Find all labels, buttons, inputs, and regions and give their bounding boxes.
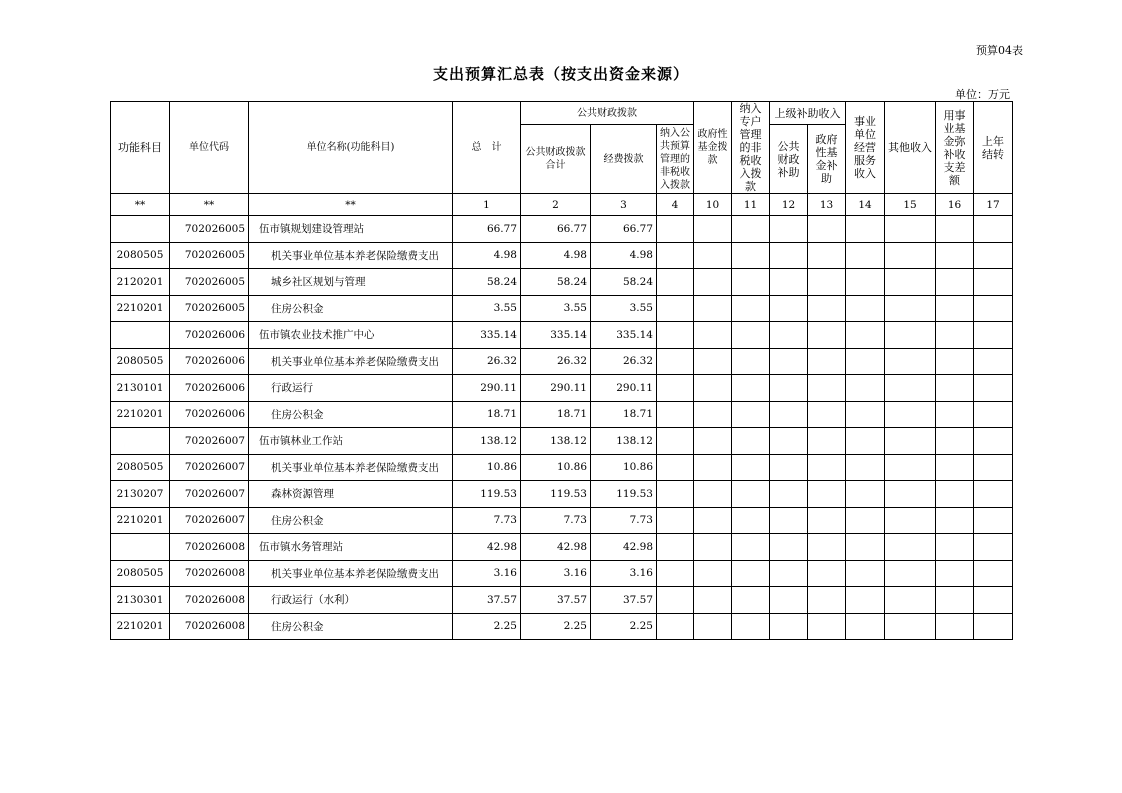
empty-cell [694, 507, 732, 534]
func-code-cell: 2130101 [111, 375, 170, 402]
empty-cell [694, 375, 732, 402]
empty-cell [974, 295, 1013, 322]
empty-cell [846, 481, 885, 508]
empty-cell [694, 401, 732, 428]
empty-cell [694, 587, 732, 614]
empty-cell [657, 295, 694, 322]
empty-cell [732, 560, 770, 587]
total-cell: 4.98 [453, 242, 521, 269]
empty-cell [770, 322, 808, 349]
header-funding: 经费拨款 [591, 125, 657, 194]
funding-cell: 10.86 [591, 454, 657, 481]
empty-cell [974, 587, 1013, 614]
func-code-cell: 2210201 [111, 295, 170, 322]
empty-cell [936, 216, 974, 243]
unit-code-cell: 702026006 [170, 401, 249, 428]
empty-cell [732, 322, 770, 349]
name-cell: 机关事业单位基本养老保险缴费支出 [249, 348, 453, 375]
empty-cell [770, 560, 808, 587]
header-fund-balance: 用事业基金弥补收支差额 [936, 102, 974, 194]
empty-cell [808, 322, 846, 349]
public-fin-sum-cell: 138.12 [521, 428, 591, 455]
empty-cell [732, 507, 770, 534]
func-code-cell [111, 534, 170, 561]
empty-cell [885, 348, 936, 375]
empty-cell [770, 216, 808, 243]
empty-cell [936, 560, 974, 587]
empty-cell [808, 242, 846, 269]
empty-cell [694, 560, 732, 587]
empty-cell [885, 507, 936, 534]
header-func: 功能科目 [111, 102, 170, 194]
column-index-cell: 15 [885, 194, 936, 216]
empty-cell [885, 428, 936, 455]
funding-cell: 18.71 [591, 401, 657, 428]
empty-cell [770, 454, 808, 481]
header-total: 总 计 [453, 102, 521, 194]
empty-cell [936, 613, 974, 640]
funding-cell: 119.53 [591, 481, 657, 508]
empty-cell [694, 269, 732, 296]
table-row [111, 454, 1013, 481]
funding-cell: 290.11 [591, 375, 657, 402]
name-cell: 住房公积金 [249, 295, 453, 322]
header-public-fin: 公共财政拨款 [521, 102, 694, 125]
table-row [111, 269, 1013, 296]
empty-cell [657, 242, 694, 269]
unit-code-cell: 702026007 [170, 481, 249, 508]
empty-cell [974, 560, 1013, 587]
empty-cell [808, 613, 846, 640]
empty-cell [885, 401, 936, 428]
empty-cell [974, 375, 1013, 402]
column-index-cell: ** [111, 194, 170, 216]
empty-cell [936, 375, 974, 402]
total-cell: 58.24 [453, 269, 521, 296]
empty-cell [936, 348, 974, 375]
func-code-cell: 2080505 [111, 242, 170, 269]
table-row [111, 401, 1013, 428]
column-index-cell: 4 [657, 194, 694, 216]
empty-cell [732, 375, 770, 402]
empty-cell [885, 481, 936, 508]
unit-row [111, 322, 1013, 349]
public-fin-sum-cell: 3.16 [521, 560, 591, 587]
func-code-cell: 2210201 [111, 507, 170, 534]
empty-cell [770, 242, 808, 269]
column-index-cell: 17 [974, 194, 1013, 216]
empty-cell [657, 534, 694, 561]
empty-cell [974, 269, 1013, 296]
unit-code-cell: 702026006 [170, 322, 249, 349]
empty-cell [657, 481, 694, 508]
funding-cell: 3.16 [591, 560, 657, 587]
empty-cell [770, 375, 808, 402]
unit-code-cell: 702026005 [170, 295, 249, 322]
empty-cell [936, 534, 974, 561]
empty-cell [846, 216, 885, 243]
empty-cell [694, 481, 732, 508]
column-index-cell: 14 [846, 194, 885, 216]
column-index-cell: 1 [453, 194, 521, 216]
empty-cell [732, 269, 770, 296]
budget-table [110, 101, 1013, 640]
empty-cell [694, 322, 732, 349]
total-cell: 26.32 [453, 348, 521, 375]
empty-cell [974, 348, 1013, 375]
empty-cell [808, 560, 846, 587]
empty-cell [936, 295, 974, 322]
unit-code-cell: 702026006 [170, 375, 249, 402]
name-cell: 机关事业单位基本养老保险缴费支出 [249, 242, 453, 269]
name-cell: 住房公积金 [249, 507, 453, 534]
empty-cell [694, 295, 732, 322]
func-code-cell [111, 428, 170, 455]
empty-cell [974, 613, 1013, 640]
empty-cell [974, 481, 1013, 508]
empty-cell [732, 454, 770, 481]
public-fin-sum-cell: 66.77 [521, 216, 591, 243]
empty-cell [936, 322, 974, 349]
name-cell: 森林资源管理 [249, 481, 453, 508]
empty-cell [732, 481, 770, 508]
unit-code-cell: 702026008 [170, 587, 249, 614]
func-code-cell [111, 322, 170, 349]
table-row [111, 481, 1013, 508]
empty-cell [846, 587, 885, 614]
funding-cell: 66.77 [591, 216, 657, 243]
empty-cell [657, 269, 694, 296]
empty-cell [936, 587, 974, 614]
page-title: 支出预算汇总表（按支出资金来源） [432, 65, 689, 83]
table-body [111, 216, 1013, 640]
public-fin-sum-cell: 18.71 [521, 401, 591, 428]
public-fin-sum-cell: 290.11 [521, 375, 591, 402]
unit-code-cell: 702026008 [170, 560, 249, 587]
empty-cell [732, 428, 770, 455]
empty-cell [770, 401, 808, 428]
name-cell: 机关事业单位基本养老保险缴费支出 [249, 560, 453, 587]
empty-cell [846, 428, 885, 455]
unit-code-cell: 702026006 [170, 348, 249, 375]
table-row [111, 242, 1013, 269]
empty-cell [770, 481, 808, 508]
header-code: 单位代码 [170, 102, 249, 194]
funding-cell: 335.14 [591, 322, 657, 349]
empty-cell [770, 269, 808, 296]
public-fin-sum-cell: 7.73 [521, 507, 591, 534]
empty-cell [694, 454, 732, 481]
total-cell: 37.57 [453, 587, 521, 614]
header-special-nontax: 纳入专户管理的非税收入拨款 [732, 102, 770, 194]
total-cell: 18.71 [453, 401, 521, 428]
table-row [111, 587, 1013, 614]
funding-cell: 138.12 [591, 428, 657, 455]
public-fin-sum-cell: 42.98 [521, 534, 591, 561]
empty-cell [732, 613, 770, 640]
total-cell: 3.55 [453, 295, 521, 322]
empty-cell [974, 216, 1013, 243]
empty-cell [732, 348, 770, 375]
public-fin-sum-cell: 119.53 [521, 481, 591, 508]
column-index-row [111, 194, 1013, 216]
empty-cell [885, 295, 936, 322]
public-fin-sum-cell: 335.14 [521, 322, 591, 349]
column-index-cell: 16 [936, 194, 974, 216]
empty-cell [657, 507, 694, 534]
column-index-cell: ** [170, 194, 249, 216]
header-sup-public: 公共财政补助 [770, 125, 808, 194]
empty-cell [770, 295, 808, 322]
name-cell: 伍市镇水务管理站 [249, 534, 453, 561]
public-fin-sum-cell: 10.86 [521, 454, 591, 481]
empty-cell [808, 454, 846, 481]
column-index-cell: 13 [808, 194, 846, 216]
empty-cell [846, 507, 885, 534]
total-cell: 7.73 [453, 507, 521, 534]
column-index-cell: 2 [521, 194, 591, 216]
total-cell: 138.12 [453, 428, 521, 455]
table-row [111, 613, 1013, 640]
empty-cell [974, 401, 1013, 428]
empty-cell [936, 481, 974, 508]
empty-cell [808, 375, 846, 402]
funding-cell: 3.55 [591, 295, 657, 322]
name-cell: 行政运行 [249, 375, 453, 402]
column-index-cell: 11 [732, 194, 770, 216]
empty-cell [657, 428, 694, 455]
empty-cell [974, 534, 1013, 561]
func-code-cell: 2210201 [111, 613, 170, 640]
empty-cell [657, 560, 694, 587]
header-name: 单位名称(功能科目) [249, 102, 453, 194]
unit-row [111, 216, 1013, 243]
header-biz-income: 事业单位经营服务收入 [846, 102, 885, 194]
empty-cell [657, 587, 694, 614]
unit-row [111, 534, 1013, 561]
empty-cell [770, 348, 808, 375]
empty-cell [770, 428, 808, 455]
name-cell: 城乡社区规划与管理 [249, 269, 453, 296]
empty-cell [808, 269, 846, 296]
public-fin-sum-cell: 26.32 [521, 348, 591, 375]
func-code-cell: 2130207 [111, 481, 170, 508]
func-code-cell: 2080505 [111, 454, 170, 481]
empty-cell [885, 534, 936, 561]
empty-cell [885, 242, 936, 269]
empty-cell [694, 348, 732, 375]
column-index-cell: ** [249, 194, 453, 216]
total-cell: 42.98 [453, 534, 521, 561]
header-superior: 上级补助收入 [770, 102, 846, 125]
empty-cell [936, 242, 974, 269]
empty-cell [936, 428, 974, 455]
empty-cell [885, 613, 936, 640]
table-row [111, 375, 1013, 402]
empty-cell [657, 454, 694, 481]
empty-cell [846, 560, 885, 587]
empty-cell [885, 587, 936, 614]
total-cell: 335.14 [453, 322, 521, 349]
column-index-cell: 12 [770, 194, 808, 216]
header-sup-gov: 政府性基金补助 [808, 125, 846, 194]
empty-cell [694, 428, 732, 455]
funding-cell: 26.32 [591, 348, 657, 375]
table-row [111, 560, 1013, 587]
empty-cell [846, 375, 885, 402]
unit-code-cell: 702026008 [170, 613, 249, 640]
empty-cell [732, 242, 770, 269]
name-cell: 伍市镇农业技术推广中心 [249, 322, 453, 349]
empty-cell [732, 401, 770, 428]
total-cell: 3.16 [453, 560, 521, 587]
empty-cell [657, 322, 694, 349]
empty-cell [936, 507, 974, 534]
unit-code-cell: 702026007 [170, 454, 249, 481]
empty-cell [732, 534, 770, 561]
empty-cell [808, 348, 846, 375]
unit-label: 单位：万元 [955, 88, 1010, 101]
unit-code-cell: 702026005 [170, 216, 249, 243]
funding-cell: 7.73 [591, 507, 657, 534]
total-cell: 2.25 [453, 613, 521, 640]
total-cell: 10.86 [453, 454, 521, 481]
func-code-cell: 2130301 [111, 587, 170, 614]
unit-code-cell: 702026005 [170, 269, 249, 296]
empty-cell [657, 613, 694, 640]
empty-cell [694, 613, 732, 640]
header-nontax: 纳入公共预算管理的非税收入拨款 [657, 125, 694, 194]
empty-cell [846, 322, 885, 349]
public-fin-sum-cell: 4.98 [521, 242, 591, 269]
empty-cell [808, 216, 846, 243]
name-cell: 住房公积金 [249, 613, 453, 640]
empty-cell [846, 269, 885, 296]
unit-code-cell: 702026005 [170, 242, 249, 269]
empty-cell [732, 587, 770, 614]
empty-cell [885, 375, 936, 402]
func-code-cell: 2080505 [111, 560, 170, 587]
func-code-cell: 2120201 [111, 269, 170, 296]
public-fin-sum-cell: 58.24 [521, 269, 591, 296]
total-cell: 66.77 [453, 216, 521, 243]
table-row [111, 507, 1013, 534]
empty-cell [808, 587, 846, 614]
empty-cell [770, 613, 808, 640]
public-fin-sum-cell: 2.25 [521, 613, 591, 640]
unit-code-cell: 702026007 [170, 507, 249, 534]
empty-cell [808, 507, 846, 534]
empty-cell [808, 481, 846, 508]
header-public-fin-sum: 公共财政拨款合计 [521, 125, 591, 194]
table-row [111, 348, 1013, 375]
total-cell: 290.11 [453, 375, 521, 402]
name-cell: 伍市镇规划建设管理站 [249, 216, 453, 243]
empty-cell [936, 454, 974, 481]
empty-cell [846, 242, 885, 269]
empty-cell [846, 295, 885, 322]
empty-cell [770, 534, 808, 561]
empty-cell [846, 348, 885, 375]
column-index-cell: 3 [591, 194, 657, 216]
func-code-cell [111, 216, 170, 243]
empty-cell [885, 269, 936, 296]
table-row [111, 295, 1013, 322]
empty-cell [936, 269, 974, 296]
empty-cell [808, 534, 846, 561]
empty-cell [808, 295, 846, 322]
empty-cell [657, 375, 694, 402]
empty-cell [808, 401, 846, 428]
total-cell: 119.53 [453, 481, 521, 508]
empty-cell [974, 322, 1013, 349]
func-code-cell: 2210201 [111, 401, 170, 428]
empty-cell [936, 401, 974, 428]
public-fin-sum-cell: 3.55 [521, 295, 591, 322]
name-cell: 伍市镇林业工作站 [249, 428, 453, 455]
header-other: 其他收入 [885, 102, 936, 194]
unit-row [111, 428, 1013, 455]
func-code-cell: 2080505 [111, 348, 170, 375]
empty-cell [770, 587, 808, 614]
empty-cell [732, 295, 770, 322]
empty-cell [808, 428, 846, 455]
unit-code-cell: 702026008 [170, 534, 249, 561]
empty-cell [694, 242, 732, 269]
empty-cell [694, 216, 732, 243]
empty-cell [846, 534, 885, 561]
empty-cell [974, 242, 1013, 269]
funding-cell: 37.57 [591, 587, 657, 614]
funding-cell: 2.25 [591, 613, 657, 640]
empty-cell [846, 613, 885, 640]
public-fin-sum-cell: 37.57 [521, 587, 591, 614]
unit-code-cell: 702026007 [170, 428, 249, 455]
funding-cell: 58.24 [591, 269, 657, 296]
funding-cell: 42.98 [591, 534, 657, 561]
empty-cell [657, 348, 694, 375]
empty-cell [770, 507, 808, 534]
empty-cell [657, 401, 694, 428]
empty-cell [974, 454, 1013, 481]
name-cell: 机关事业单位基本养老保险缴费支出 [249, 454, 453, 481]
empty-cell [657, 216, 694, 243]
header-carryover: 上年结转 [974, 102, 1013, 194]
form-code: 预算04表 [976, 44, 1023, 57]
header-gov-fund: 政府性基金拨款 [694, 102, 732, 194]
name-cell: 行政运行（水利） [249, 587, 453, 614]
empty-cell [885, 322, 936, 349]
empty-cell [974, 428, 1013, 455]
empty-cell [846, 454, 885, 481]
column-index-cell: 10 [694, 194, 732, 216]
empty-cell [974, 507, 1013, 534]
funding-cell: 4.98 [591, 242, 657, 269]
empty-cell [846, 401, 885, 428]
empty-cell [694, 534, 732, 561]
empty-cell [732, 216, 770, 243]
empty-cell [885, 216, 936, 243]
name-cell: 住房公积金 [249, 401, 453, 428]
empty-cell [885, 560, 936, 587]
empty-cell [885, 454, 936, 481]
